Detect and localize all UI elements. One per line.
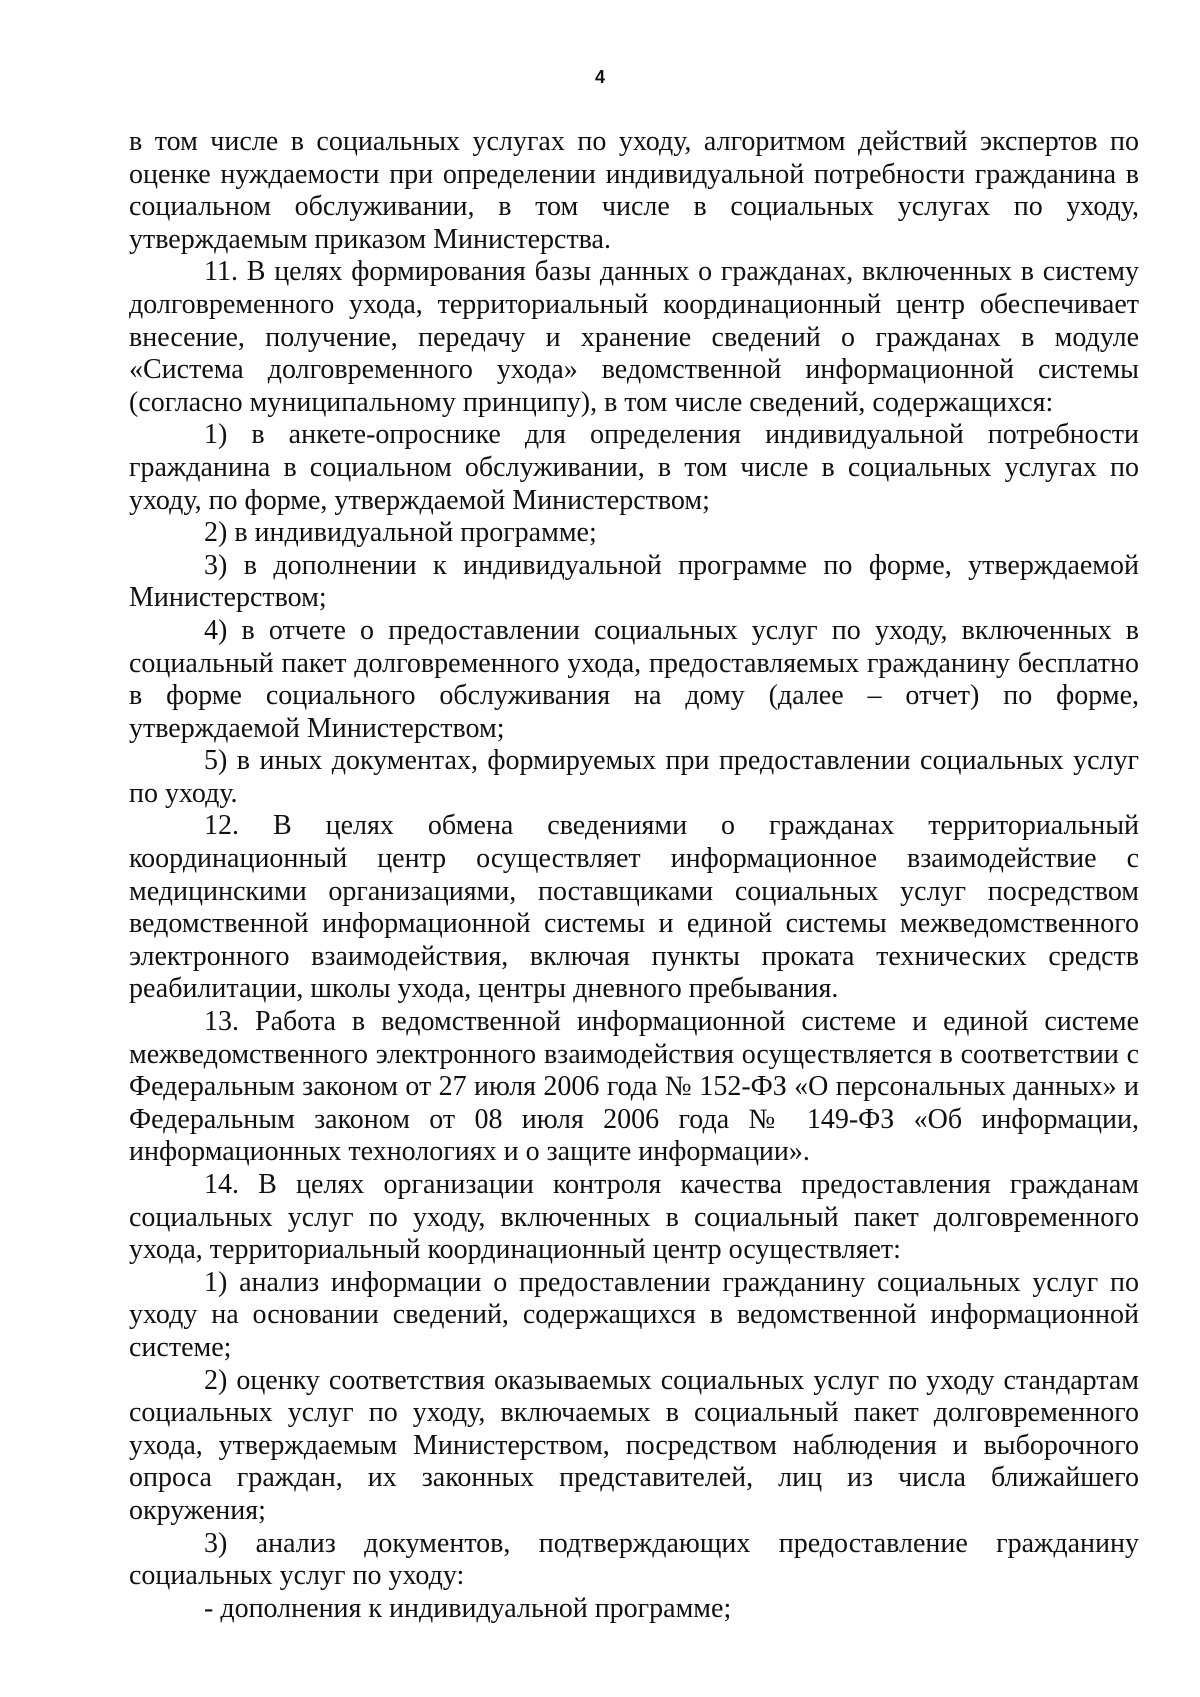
subitem-11-1: 1) в анкете-опроснике для определения индивидуальной потребности гражданина в социальном обслуживании, в том числе в социальных услугах по уходу, по форме, утверждаемой Министерством; (129, 419, 1139, 516)
paragraph-item-12: 12. В целях обмена сведениями о гражданах территориальный координационный центр осуществляет информационное взаимодействие с медицинскими организациями, поставщиками социальных услуг посредством ведомственной информационной системы и единой системы межведомственного электронного взаимодействия, включая пункты проката технических средств реабилитации, школы ухода, центры дневного пребывания. (129, 810, 1139, 1005)
paragraph-continuation: в том числе в социальных услугах по уходу, алгоритмом действий экспертов по оценке нуждаемости при определении индивидуальной потребности гражданина в социальном обслуживании, в том числе в социальных услугах по уходу, утверждаемым приказом Министерства. (129, 126, 1139, 255)
subitem-11-2: 2) в индивидуальной программе; (204, 517, 597, 549)
subitem-11-3: 3) в дополнении к индивидуальной программе по форме, утверждаемой Министерством; (129, 549, 1139, 614)
subitem-11-4: 4) в отчете о предоставлении социальных услуг по уходу, включенных в социальный пакет долговременного ухода, предоставляемых гражданину бесплатно в форме социального обслуживания на дому (далее – отчет) по форме, утверждаемой Министерством; (129, 614, 1139, 744)
paragraph-item-14: 14. В целях организации контроля качества предоставления гражданам социальных услуг по уходу, включенных в социальный пакет долговременного ухода, территориальный координационный центр осуществляет: (129, 1169, 1139, 1266)
paragraph-item-11: 11. В целях формирования базы данных о гражданах, включенных в систему долговременного ухода, территориальный координационный центр обеспечивает внесение, получение, передачу и хранение сведений о гражданах в модуле «Система долговременного ухода» ведомственной информационной системы (согласно муниципальному принципу), в том числе сведений, содержащихся: (129, 256, 1139, 418)
document-body (129, 126, 1139, 1625)
subitem-14-3: 3) анализ документов, подтверждающих предоставление гражданину социальных услуг по уходу: (129, 1527, 1139, 1592)
page-number: 4 (594, 67, 605, 87)
subitem-11-5: 5) в иных документах, формируемых при предоставлении социальных услуг по уходу. (129, 745, 1139, 809)
subitem-14-3-bullet: - дополнения к индивидуальной программе; (204, 1592, 732, 1624)
paragraph-item-13: 13. Работа в ведомственной информационной системе и единой системе межведомственного электронного взаимодействия осуществляется в соответствии с Федеральным законом от 27 июля 2006 года № 152-ФЗ «О персональных данных» и Федеральным законом от 08 июля 2006 года № 149-ФЗ «Об информации, информационных технологиях и о защите информации». (129, 1006, 1139, 1168)
subitem-14-2: 2) оценку соответствия оказываемых социальных услуг по уходу стандартам социальных услуг по уходу, включаемых в социальный пакет долговременного ухода, утверждаемым Министерством, посредством наблюдения и выборочного опроса граждан, их законных представителей, лиц из числа ближайшего окружения; (129, 1364, 1139, 1526)
subitem-14-1: 1) анализ информации о предоставлении гражданину социальных услуг по уходу на основании сведений, содержащихся в ведомственной информационной системе; (129, 1266, 1139, 1363)
